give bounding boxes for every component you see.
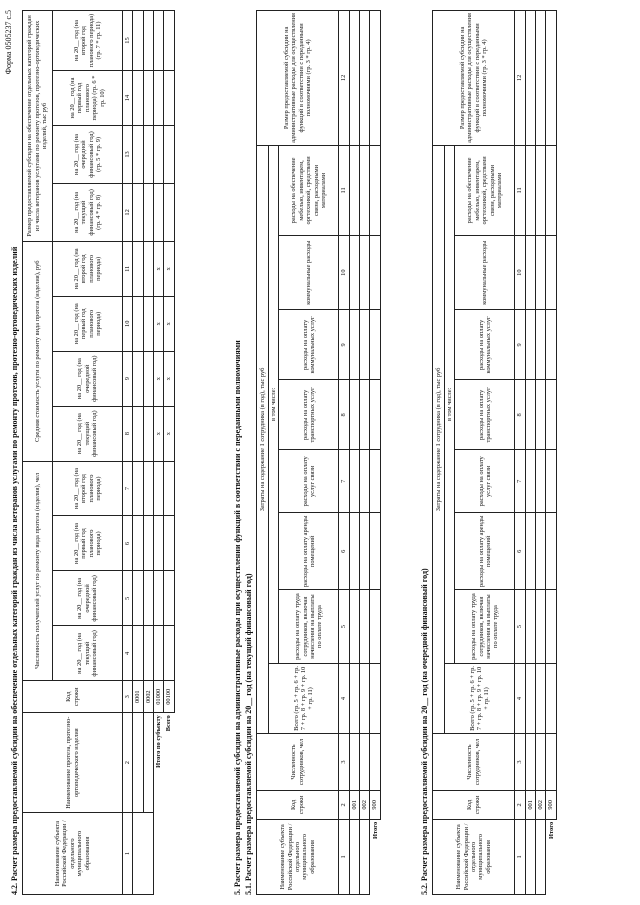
col-number: 2 <box>339 790 349 819</box>
data-cell[interactable] <box>360 734 370 791</box>
data-cell[interactable] <box>133 125 143 183</box>
data-cell[interactable] <box>525 513 535 590</box>
col-number: 3 <box>339 734 349 791</box>
code-header: Код строки <box>257 790 339 819</box>
grand-total-row <box>164 11 174 895</box>
data-cell[interactable] <box>133 71 143 126</box>
data-cell[interactable] <box>143 125 153 183</box>
table-row <box>133 11 143 895</box>
col-number: 4 <box>515 663 525 733</box>
col-number: 5 <box>339 590 349 664</box>
subject-header: Наименование субъекта Российской Федерации / отдельного муниципального образования <box>433 819 515 894</box>
data-cell[interactable] <box>546 11 556 146</box>
row-code: 002 <box>360 790 370 819</box>
expense-item-header: расходы на оплату услуг связи <box>455 450 515 513</box>
data-cell[interactable] <box>360 450 370 513</box>
size-header: Размер предоставляемой субсидии на обеспечение отдельных категорий граждан из числа ветеранов услугами по ремонту протезов, протезно-ортопедических изделий, тыс руб <box>23 11 53 242</box>
col-number: 5 <box>515 590 525 664</box>
data-cell[interactable] <box>536 11 546 146</box>
expense-item-header: коммунальные расходы <box>279 236 339 310</box>
data-cell[interactable] <box>360 380 370 450</box>
table-row <box>349 11 359 895</box>
expense-item-header: расходы на оплату транспортных услуг <box>279 380 339 450</box>
expense-item-header: расходы на оплату услуг связи <box>279 450 339 513</box>
data-cell[interactable] <box>525 734 535 791</box>
expense-item-header: расходы на оплату транспортных услуг <box>455 380 515 450</box>
data-cell[interactable] <box>546 380 556 450</box>
prosthesis-header: Наименование протеза, протезно-ортопедического изделия <box>23 713 123 813</box>
data-cell[interactable] <box>546 590 556 664</box>
data-cell[interactable] <box>164 461 174 516</box>
data-cell[interactable] <box>360 11 370 146</box>
x-cell: x <box>154 241 164 296</box>
col-header: на 20__ год (на второй год планового периода) <box>53 461 123 516</box>
data-cell[interactable] <box>154 11 164 71</box>
row-code: 001 <box>349 790 359 819</box>
row-code: 900 <box>546 790 556 819</box>
subject-cell[interactable] <box>360 819 370 894</box>
col-number: 12 <box>123 183 133 241</box>
section-4-2-title: 4.2. Расчет размера предоставляемой субсидии на обеспечение отдельных категорий граждан из числа ветеранов услугами по ремонту протезов, протезно-ортопедических изделий <box>10 246 19 895</box>
column-numbers-row <box>515 11 525 895</box>
data-cell[interactable] <box>143 351 153 406</box>
col-number: 12 <box>339 11 349 146</box>
col-number: 3 <box>515 734 525 791</box>
column-numbers-row <box>339 11 349 895</box>
total-row <box>546 11 556 895</box>
col-header: на 20__ год (на второй год планового периода) <box>53 241 123 296</box>
data-cell[interactable] <box>370 11 380 146</box>
subject-cell[interactable] <box>525 819 535 894</box>
col-number: 6 <box>339 513 349 590</box>
data-cell[interactable] <box>360 513 370 590</box>
expense-item-header: расходы на оплату аренды помещений <box>279 513 339 590</box>
expense-item-header: расходы на оплату аренды помещений <box>455 513 515 590</box>
col-number: 11 <box>123 241 133 296</box>
expense-item-header: расходы на оплату труда сотрудников, включая начисления на выплаты по оплате труда <box>455 590 515 664</box>
col-number: 10 <box>515 236 525 310</box>
data-cell[interactable] <box>164 71 174 126</box>
col-header: на 20__ год (на первый год планового периода) <box>53 516 123 571</box>
expense-item-header: расходы на оплату коммунальных услуг <box>279 310 339 380</box>
data-cell[interactable] <box>154 125 164 183</box>
staff-header: Численность сотрудников, чел <box>257 734 339 791</box>
col-number: 13 <box>123 125 133 183</box>
x-cell: x <box>154 296 164 351</box>
data-cell[interactable] <box>143 406 153 461</box>
data-cell[interactable] <box>349 734 359 791</box>
x-cell: x <box>154 406 164 461</box>
data-cell[interactable] <box>164 571 174 626</box>
grand-total-label: Всего <box>165 715 173 732</box>
col-number: 1 <box>123 813 133 895</box>
data-cell[interactable] <box>349 590 359 664</box>
including-header: в том числе: <box>269 145 279 663</box>
row-code: 0001 <box>133 681 143 713</box>
expense-item-header: расходы на обеспечение мебелью, инвентарем, оргтехникой, средствами связи, расходными материалами <box>279 145 339 235</box>
col-number: 6 <box>515 513 525 590</box>
col-number: 8 <box>123 406 133 461</box>
total-label: Итого <box>547 821 555 839</box>
data-cell[interactable] <box>536 236 546 310</box>
data-cell[interactable] <box>536 590 546 664</box>
data-cell[interactable] <box>525 590 535 664</box>
data-cell[interactable] <box>360 145 370 235</box>
col-number: 3 <box>123 681 133 713</box>
x-cell: x <box>154 351 164 406</box>
column-numbers-row <box>123 11 133 895</box>
data-cell[interactable] <box>370 310 380 380</box>
data-cell[interactable] <box>525 380 535 450</box>
col-number: 1 <box>339 819 349 894</box>
data-cell[interactable] <box>143 296 153 351</box>
col-number: 7 <box>339 450 349 513</box>
col-header: на 20__ год (на текущий финансовый год) <box>53 626 123 681</box>
data-cell[interactable] <box>525 663 535 733</box>
col-number: 6 <box>123 516 133 571</box>
data-cell[interactable] <box>546 663 556 733</box>
data-cell[interactable] <box>133 626 143 681</box>
total-header: Всего (гр. 5 + гр. 6 + гр. 7 + гр. 8 + гр. 9 + гр. 10 + гр. 11) <box>269 663 339 733</box>
row-code: 00100 <box>164 681 174 713</box>
data-cell[interactable] <box>133 406 143 461</box>
x-cell: x <box>164 351 174 406</box>
expenses-header: Затраты на содержание 1 сотрудника (в год), тыс руб <box>257 145 269 733</box>
col-number: 10 <box>123 296 133 351</box>
col-number: 9 <box>515 310 525 380</box>
col-number: 12 <box>515 11 525 146</box>
data-cell[interactable] <box>536 734 546 791</box>
data-cell[interactable] <box>546 310 556 380</box>
data-cell[interactable] <box>164 125 174 183</box>
col-number: 11 <box>515 145 525 235</box>
col-header: на 20__ год (на очередной финансовый год) <box>53 351 123 406</box>
total-subject-row <box>154 11 164 895</box>
admin-expenses-next-table <box>432 10 557 895</box>
data-cell[interactable] <box>546 236 556 310</box>
data-cell[interactable] <box>525 11 535 146</box>
data-cell[interactable] <box>143 571 153 626</box>
data-cell[interactable] <box>360 236 370 310</box>
total-subject-label: Итого по субъекту <box>155 715 163 768</box>
col-number: 9 <box>123 351 133 406</box>
data-cell[interactable] <box>133 296 143 351</box>
count-header: Численность получателей услуг по ремонту вида протеза (изделия), чел <box>23 461 53 681</box>
data-cell[interactable] <box>536 450 546 513</box>
code-header: Код строки <box>433 790 515 819</box>
col-header: на 20__ год (на очередной финансовый год) <box>53 571 123 626</box>
col-number: 15 <box>123 11 133 71</box>
data-cell[interactable] <box>133 241 143 296</box>
total-label: Итого <box>371 821 379 839</box>
expense-item-header: расходы на оплату труда сотрудников, включая начисления на выплаты по оплате труда <box>279 590 339 664</box>
expense-item-header: расходы на обеспечение мебелью, инвентарем, оргтехникой, средствами связи, расходными материалами <box>455 145 515 235</box>
col-number: 8 <box>515 380 525 450</box>
data-cell[interactable] <box>536 663 546 733</box>
data-cell[interactable] <box>154 71 164 126</box>
col-number: 4 <box>339 663 349 733</box>
data-cell[interactable] <box>370 450 380 513</box>
col-number: 2 <box>123 713 133 813</box>
col-header: на 20__ год (на текущий финансовый год) <box>53 406 123 461</box>
x-cell: x <box>164 406 174 461</box>
including-header: в том числе: <box>445 145 455 663</box>
expense-item-header: расходы на оплату коммунальных услуг <box>455 310 515 380</box>
data-cell[interactable] <box>143 241 153 296</box>
data-cell[interactable] <box>525 236 535 310</box>
col-number: 7 <box>123 461 133 516</box>
col-number: 7 <box>515 450 525 513</box>
col-number: 14 <box>123 71 133 126</box>
cost-header: Средняя стоимость услуги по ремонту вида протеза (изделия), руб <box>23 241 53 461</box>
data-cell[interactable] <box>164 183 174 241</box>
subject-cell[interactable] <box>349 819 359 894</box>
data-cell[interactable] <box>370 513 380 590</box>
data-cell[interactable] <box>370 734 380 791</box>
data-cell[interactable] <box>360 663 370 733</box>
form-number: Форма 0505237 с.5 <box>4 10 13 75</box>
data-cell[interactable] <box>133 183 143 241</box>
data-cell[interactable] <box>525 145 535 235</box>
data-cell[interactable] <box>370 145 380 235</box>
total-row <box>370 11 380 895</box>
data-cell[interactable] <box>370 663 380 733</box>
data-cell[interactable] <box>133 11 143 71</box>
data-cell[interactable] <box>536 513 546 590</box>
row-code: 900 <box>370 790 380 819</box>
subject-cell[interactable] <box>133 813 154 895</box>
col-number: 1 <box>515 819 525 894</box>
subject-header: Наименование субъекта Российской Федерации / отдельного муниципального образования <box>257 819 339 894</box>
prosthesis-cell[interactable] <box>143 713 153 813</box>
x-cell: x <box>164 296 174 351</box>
data-cell[interactable] <box>536 145 546 235</box>
data-cell[interactable] <box>546 450 556 513</box>
col-header: на 20__ год (на первый год планового периода) (гр. 6 * гр. 10) <box>53 71 123 126</box>
col-number: 2 <box>515 790 525 819</box>
row-code: 001 <box>525 790 535 819</box>
col-number: 10 <box>339 236 349 310</box>
col-header: на 20__ год (на текущий финансовый год) (гр. 4 * гр. 8) <box>53 183 123 241</box>
col-number: 8 <box>339 380 349 450</box>
data-cell[interactable] <box>349 236 359 310</box>
data-cell[interactable] <box>546 734 556 791</box>
data-cell[interactable] <box>143 71 153 126</box>
data-cell[interactable] <box>164 11 174 71</box>
expense-item-header: коммунальные расходы <box>455 236 515 310</box>
data-cell[interactable] <box>360 590 370 664</box>
x-cell: x <box>164 241 174 296</box>
col-number: 11 <box>339 145 349 235</box>
data-cell[interactable] <box>164 516 174 571</box>
data-cell[interactable] <box>143 183 153 241</box>
data-cell[interactable] <box>154 571 164 626</box>
data-cell[interactable] <box>154 461 164 516</box>
section-5-title: 5. Расчет размера предоставляемой субсидии на административные расходы при осуществлении функций в соответствии с переданными полномочиями <box>233 340 242 895</box>
data-cell[interactable] <box>525 450 535 513</box>
data-cell[interactable] <box>133 571 143 626</box>
col-header: на 20__ год (на очередной финансовый год) (гр. 5 * гр. 9) <box>53 125 123 183</box>
data-cell[interactable] <box>370 590 380 664</box>
table-row <box>143 11 153 895</box>
col-header: на 20__ год (на второй год планового периода) (гр. 7 * гр. 11) <box>53 11 123 71</box>
data-cell[interactable] <box>154 626 164 681</box>
data-cell[interactable] <box>143 626 153 681</box>
data-cell[interactable] <box>349 513 359 590</box>
row-code: 01000 <box>154 681 164 713</box>
data-cell[interactable] <box>143 11 153 71</box>
table-row <box>525 11 535 895</box>
admin-expenses-current-table <box>256 10 381 895</box>
data-cell[interactable] <box>154 183 164 241</box>
data-cell[interactable] <box>349 450 359 513</box>
expenses-header: Затраты на содержание 1 сотрудника (в год), тыс руб <box>433 145 445 733</box>
data-cell[interactable] <box>164 626 174 681</box>
data-cell[interactable] <box>536 380 546 450</box>
subsidy-size-header: Размер предоставляемой субсидии на административные расходы для осуществления функций в соответствии с переданными полномочиями (гр. 3 * гр. 4) <box>433 11 515 146</box>
col-header: на 20__ год (на первый год планового периода) <box>53 296 123 351</box>
data-cell[interactable] <box>370 236 380 310</box>
data-cell[interactable] <box>349 11 359 146</box>
data-cell[interactable] <box>133 351 143 406</box>
data-cell[interactable] <box>525 310 535 380</box>
col-number: 9 <box>339 310 349 380</box>
row-code: 002 <box>536 790 546 819</box>
section-5-1-title: 5.1. Расчет размера предоставляемой субсидии на 20__ год (на текущий финансовый год) <box>244 573 253 895</box>
section-5-2-title: 5.2. Расчет размера предоставляемой субсидии на 20__ год (на очередной финансовый год) <box>420 568 429 895</box>
data-cell[interactable] <box>370 380 380 450</box>
total-header: Всего (гр. 5 + гр. 6 + гр. 7 + гр. 8 + гр. 9 + гр. 10 + гр. 11) <box>445 663 515 733</box>
data-cell[interactable] <box>349 145 359 235</box>
col-number: 5 <box>123 571 133 626</box>
prosthesis-repair-table <box>22 10 175 895</box>
code-header: Код строки <box>23 681 123 713</box>
col-number: 4 <box>123 626 133 681</box>
subject-cell[interactable] <box>536 819 546 894</box>
data-cell[interactable] <box>133 516 143 571</box>
subsidy-size-header: Размер предоставляемой субсидии на административные расходы для осуществления функций в соответствии с переданными полномочиями (гр. 3 * гр. 4) <box>257 11 339 146</box>
data-cell[interactable] <box>349 310 359 380</box>
prosthesis-cell[interactable] <box>133 713 143 813</box>
table-row <box>536 11 546 895</box>
data-cell[interactable] <box>154 516 164 571</box>
data-cell[interactable] <box>143 461 153 516</box>
data-cell[interactable] <box>349 663 359 733</box>
table-row <box>360 11 370 895</box>
data-cell[interactable] <box>133 461 143 516</box>
row-code: 0002 <box>143 681 153 713</box>
data-cell[interactable] <box>360 310 370 380</box>
data-cell[interactable] <box>546 513 556 590</box>
data-cell[interactable] <box>349 380 359 450</box>
subject-header: Наименование субъекта Российской Федерации / отдельного муниципального образования <box>23 813 123 895</box>
data-cell[interactable] <box>143 516 153 571</box>
data-cell[interactable] <box>536 310 546 380</box>
data-cell[interactable] <box>546 145 556 235</box>
staff-header: Численность сотрудников, чел <box>433 734 515 791</box>
